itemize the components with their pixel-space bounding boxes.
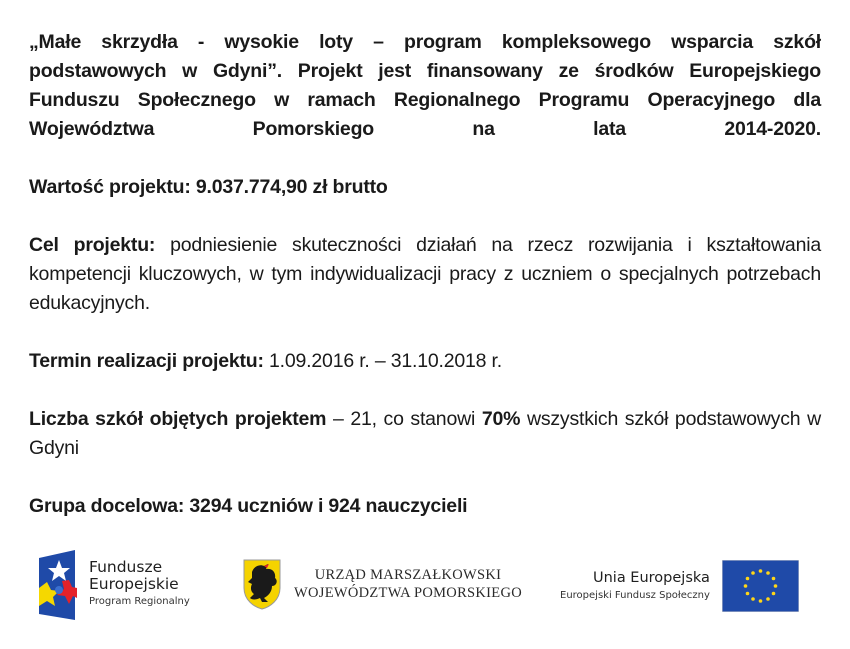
- um-line2: WOJEWÓDZTWA POMORSKIEGO: [294, 585, 523, 601]
- fe-title-line2: Europejskie: [89, 575, 179, 593]
- ue-title: Unia Europejska: [592, 569, 710, 586]
- project-term-label: Termin realizacji projektu:: [29, 350, 264, 372]
- project-goal: [29, 231, 821, 318]
- project-term-text: 1.09.2016 r. – 31.10.2018 r.: [263, 350, 502, 372]
- pomorskie-griffin-coat-of-arms-icon: [242, 558, 282, 610]
- logo-unia-europejska: [560, 560, 799, 612]
- um-text: [294, 566, 522, 602]
- fe-text: [89, 559, 190, 611]
- fe-subtitle: Program Regionalny: [89, 596, 190, 607]
- logo-urzad-marszalkowski: [242, 558, 522, 610]
- project-goal-label: Cel projektu:: [29, 234, 156, 256]
- fe-title-line1: Fundusze: [89, 558, 163, 576]
- project-schools-label: Liczba szkół objętych projektem: [29, 408, 327, 430]
- fundusze-europejskie-icon: [37, 550, 77, 620]
- project-schools-text-after: wszystkich szkół podstawowych w Gdyni: [29, 408, 821, 459]
- eu-flag-icon: [722, 560, 799, 612]
- um-line1: URZĄD MARSZAŁKOWSKI: [314, 567, 502, 583]
- logo-strip: [0, 548, 850, 623]
- project-info: [29, 28, 821, 550]
- project-intro: „Małe skrzydła - wysokie loty – program kompleksowego wsparcia szkół podstawowych w Gdyni”. Projekt jest finansowany ze środków Europejskiego Funduszu Społecznego w ramach Regionalnego Programu Operacyjnego dla Województwa Pomorskiego na lata 2014-2020.: [29, 31, 821, 140]
- project-schools: [29, 405, 821, 463]
- logo-fundusze-europejskie: [37, 550, 190, 620]
- project-schools-text-before: – 21, co stanowi: [326, 408, 482, 430]
- project-schools-percent: 70%: [481, 408, 521, 430]
- ue-subtitle: Europejski Fundusz Społeczny: [560, 589, 710, 601]
- project-term: [29, 347, 821, 376]
- project-target-group: Grupa docelowa: 3294 uczniów i 924 nauczycieli: [29, 495, 468, 517]
- project-value: Wartość projektu: 9.037.774,90 zł brutto: [29, 176, 388, 198]
- ue-text: [560, 569, 710, 604]
- project-goal-text: podniesienie skuteczności działań na rzecz rozwijania i kształtowania kompetencji kluczowych, w tym indywidualizacji pracy z uczniem o specjalnych potrzebach edukacyjnych.: [29, 234, 821, 314]
